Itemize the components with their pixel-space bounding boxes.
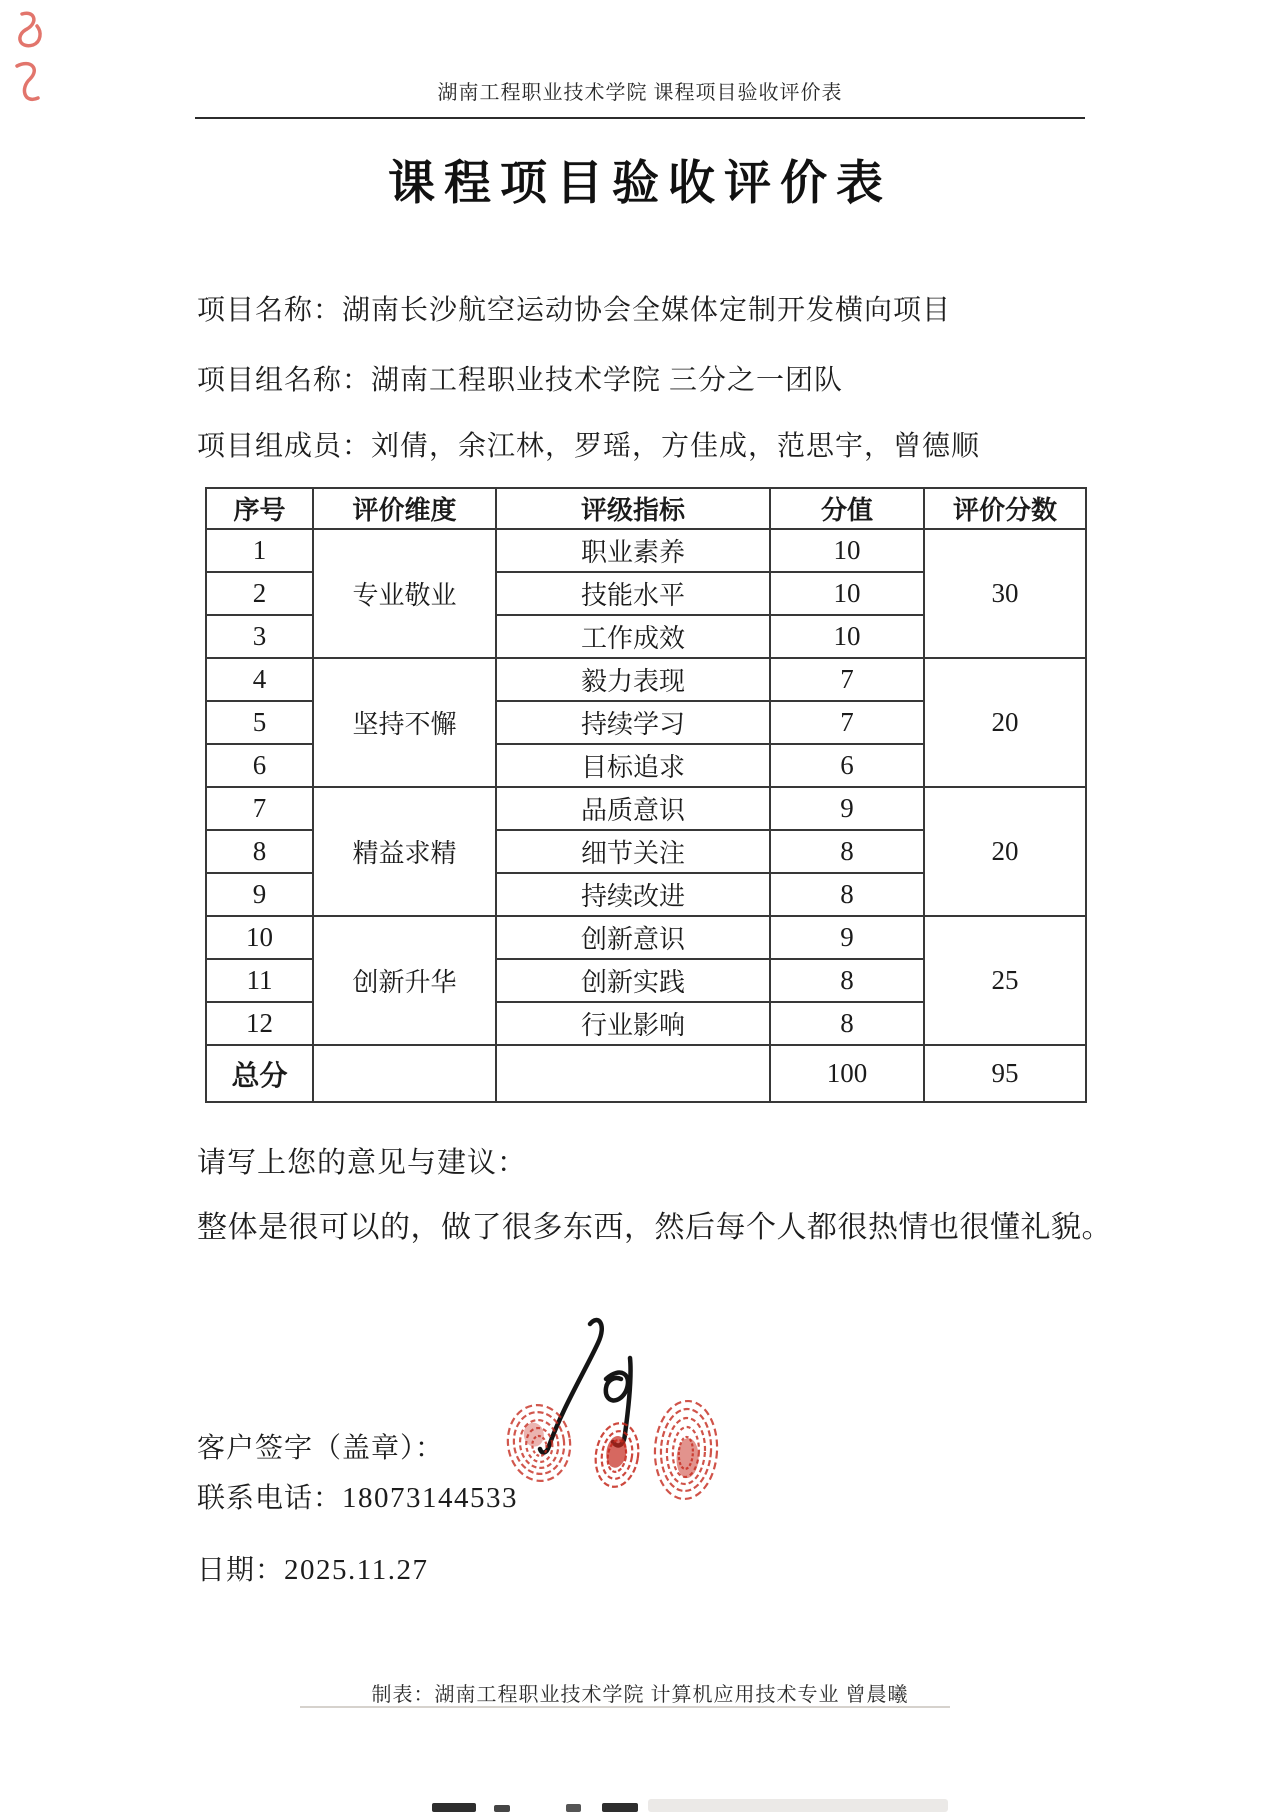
fingerprint-stamp-icon [649, 1396, 722, 1503]
score-cell: 20 [924, 658, 1086, 787]
scan-artifact [602, 1803, 638, 1812]
comment-content: 整体是很可以的，做了很多东西，然后每个人都很热情也很懂礼貌。 [197, 1211, 1112, 1244]
total-dimension-empty [313, 1045, 496, 1102]
total-points: 100 [770, 1045, 924, 1102]
project-group-value: 湖南工程职业技术学院 三分之一团队 [371, 365, 844, 396]
table-header-row [206, 488, 1086, 529]
project-members-line [197, 424, 980, 464]
total-indicator-empty [496, 1045, 770, 1102]
document-header-text: 湖南工程职业技术学院 课程项目验收评价表 [437, 82, 843, 104]
points-cell: 8 [770, 1002, 924, 1045]
row-no: 11 [206, 959, 313, 1002]
indicator-cell: 持续学习 [496, 701, 770, 744]
points-cell: 9 [770, 787, 924, 830]
project-group-label: 项目组名称： [197, 365, 372, 396]
col-header-no: 序号 [206, 488, 313, 529]
indicator-cell: 职业素养 [496, 529, 770, 572]
points-cell: 7 [770, 658, 924, 701]
phone-label: 联系电话： [197, 1483, 343, 1514]
fingerprint-stamp-icon [588, 1417, 646, 1494]
col-header-score: 评价分数 [924, 488, 1086, 529]
indicator-cell: 创新实践 [496, 959, 770, 1002]
project-members-value: 刘倩，余江林，罗瑶，方佳成，范思宇，曾德顺 [371, 431, 981, 462]
points-cell: 10 [770, 615, 924, 658]
points-cell: 10 [770, 572, 924, 615]
points-cell: 6 [770, 744, 924, 787]
table-row [206, 916, 1086, 959]
scan-artifact [432, 1803, 476, 1812]
score-cell: 20 [924, 787, 1086, 916]
fingerprint-stamp-icon [500, 1398, 579, 1489]
project-name-value: 湖南长沙航空运动协会全媒体定制开发横向项目 [342, 295, 952, 326]
row-no: 10 [206, 916, 313, 959]
points-cell: 8 [770, 959, 924, 1002]
project-group-line [197, 358, 843, 398]
points-cell: 8 [770, 873, 924, 916]
indicator-cell: 技能水平 [496, 572, 770, 615]
total-score: 95 [924, 1045, 1086, 1102]
indicator-cell: 目标追求 [496, 744, 770, 787]
score-cell: 30 [924, 529, 1086, 658]
row-no: 5 [206, 701, 313, 744]
row-no: 7 [206, 787, 313, 830]
scan-artifact [648, 1799, 948, 1812]
project-name-line [197, 288, 951, 328]
row-no: 9 [206, 873, 313, 916]
date-label: 日期： [197, 1555, 285, 1586]
scan-artifact [494, 1805, 510, 1812]
row-no: 2 [206, 572, 313, 615]
project-name-label: 项目名称： [197, 295, 343, 326]
points-cell: 9 [770, 916, 924, 959]
page-title: 课程项目验收评价表 [388, 158, 892, 210]
phone-line [197, 1476, 518, 1516]
indicator-cell: 创新意识 [496, 916, 770, 959]
total-label: 总分 [206, 1045, 313, 1102]
footer-divider [300, 1706, 950, 1708]
comment-prompt: 请写上您的意见与建议： [197, 1147, 528, 1179]
phone-value: 18073144533 [342, 1482, 519, 1514]
dimension-cell: 坚持不懈 [313, 658, 496, 787]
indicator-cell: 持续改进 [496, 873, 770, 916]
row-no: 6 [206, 744, 313, 787]
date-line [197, 1548, 428, 1588]
row-no: 8 [206, 830, 313, 873]
indicator-cell: 工作成效 [496, 615, 770, 658]
row-no: 3 [206, 615, 313, 658]
date-value: 2025.11.27 [284, 1554, 429, 1586]
points-cell: 8 [770, 830, 924, 873]
row-no: 4 [206, 658, 313, 701]
indicator-cell: 品质意识 [496, 787, 770, 830]
table-total-row [206, 1045, 1086, 1102]
document-header [0, 76, 1280, 105]
document-footer [0, 1678, 1280, 1707]
scan-artifact [566, 1804, 581, 1812]
dimension-cell: 创新升华 [313, 916, 496, 1045]
row-no: 1 [206, 529, 313, 572]
dimension-cell: 专业敬业 [313, 529, 496, 658]
points-cell: 7 [770, 701, 924, 744]
header-divider [195, 117, 1085, 119]
col-header-points: 分值 [770, 488, 924, 529]
indicator-cell: 细节关注 [496, 830, 770, 873]
col-header-indicator: 评级指标 [496, 488, 770, 529]
document-footer-text: 制表：湖南工程职业技术学院 计算机应用技术专业 曾晨曦 [371, 1684, 909, 1706]
row-no: 12 [206, 1002, 313, 1045]
table-row [206, 529, 1086, 572]
points-cell: 10 [770, 529, 924, 572]
col-header-dimension: 评价维度 [313, 488, 496, 529]
signature-label: 客户签字（盖章）： [197, 1433, 445, 1464]
score-cell: 25 [924, 916, 1086, 1045]
project-members-label: 项目组成员： [197, 431, 372, 462]
evaluation-table [205, 487, 1087, 1103]
table-row [206, 787, 1086, 830]
indicator-cell: 行业影响 [496, 1002, 770, 1045]
dimension-cell: 精益求精 [313, 787, 496, 916]
table-row [206, 658, 1086, 701]
indicator-cell: 毅力表现 [496, 658, 770, 701]
